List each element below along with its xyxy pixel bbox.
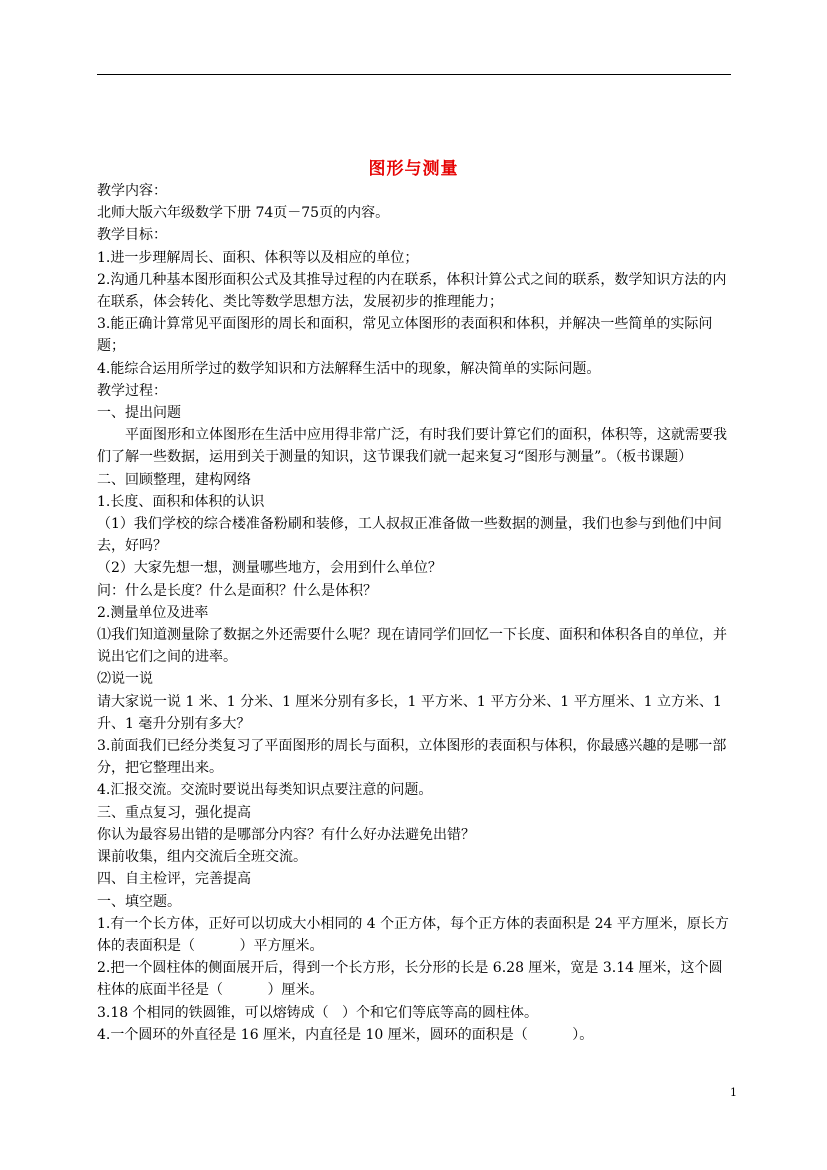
- body-line: （2）大家先想一想，测量哪些地方，会用到什么单位？: [97, 560, 442, 577]
- body-line: 平面图形和立体图形在生活中应用得非常广泛，有时我们要计算它们的面积，体积等，这就需要我们了解一些数据，运用到关于测量的知识，这节课我们就一起来复习“图形与测量”。（板书课题）: [97, 427, 727, 466]
- body-line: 教学目标：: [97, 227, 167, 244]
- body-line: 2.测量单位及进率: [97, 604, 209, 621]
- body-line: ⑵说一说: [97, 671, 153, 688]
- body-line: 你认为最容易出错的是哪部分内容？有什么好办法避免出错？: [97, 826, 475, 843]
- page-number: 1: [730, 1086, 737, 1099]
- body-line: 1.长度、面积和体积的认识: [97, 493, 265, 510]
- body-line: 1.有一个长方体，正好可以切成大小相同的 4 个正方体，每个正方体的表面积是 24 平方厘米，原长方体的表面积是（ ）平方厘米。: [97, 915, 729, 954]
- body-line: 三、重点复习，强化提高: [97, 804, 251, 821]
- body-line: ⑴我们知道测量除了数据之外还需要什么呢？现在请同学们回忆一下长度、面积和体积各自的单位，并说出它们之间的进率。: [97, 627, 727, 666]
- body-line: 3.前面我们已经分类复习了平面图形的周长与面积，立体图形的表面积与体积，你最感兴趣的是哪一部分，把它整理出来。: [97, 738, 727, 777]
- body-line: 4.一个圆环的外直径是 16 厘米，内直径是 10 厘米，圆环的面积是（ ）。: [97, 1026, 594, 1043]
- page-title: 图形与测量: [368, 159, 459, 179]
- body-line: 1.进一步理解周长、面积、体积等以及相应的单位；: [97, 249, 419, 266]
- body-line: 课前收集，组内交流后全班交流。: [97, 849, 307, 866]
- body-line: 一、填空题。: [97, 893, 181, 910]
- body-line: 问：什么是长度？什么是面积？什么是体积？: [97, 582, 377, 599]
- body-line: 3.18 个相同的铁圆锥，可以熔铸成（ ）个和它们等底等高的圆柱体。: [97, 1004, 538, 1021]
- document-body: [97, 180, 733, 1046]
- body-line: 教学内容：: [97, 183, 167, 199]
- body-line: 二、回顾整理，建构网络: [97, 471, 251, 488]
- body-line: 教学过程：: [97, 382, 167, 399]
- body-line: 北师大版六年级数学下册 74页－75页的内容。: [97, 205, 390, 222]
- body-line: 请大家说一说 1 米、1 分米、1 厘米分别有多长，1 平方米、1 平方分米、1 平方厘米、1 立方米、1 升、1 毫升分别有多大？: [97, 693, 727, 732]
- body-line: 一、提出问题: [97, 405, 181, 422]
- body-line: 四、自主检评，完善提高: [97, 871, 251, 888]
- body-line: 2.把一个圆柱体的侧面展开后，得到一个长方形，长分形的长是 6.28 厘米，宽是 3.14 厘米，这个圆柱体的底面半径是（ ）厘米。: [97, 960, 723, 999]
- body-line: 4.能综合运用所学过的数学知识和方法解释生活中的现象，解决简单的实际问题。: [97, 360, 601, 377]
- header-rule: [97, 74, 731, 75]
- body-line: 3.能正确计算常见平面图形的周长和面积，常见立体图形的表面积和体积，并解决一些简单的实际问题；: [97, 316, 713, 355]
- body-line: （1）我们学校的综合楼准备粉刷和装修，工人叔叔正准备做一些数据的测量，我们也参与到他们中间去，好吗？: [97, 516, 722, 555]
- body-line: 4.汇报交流。交流时要说出每类知识点要注意的问题。: [97, 782, 433, 799]
- body-line: 2.沟通几种基本图形面积公式及其推导过程的内在联系，体积计算公式之间的联系，数学知识方法的内在联系，体会转化、类比等数学思想方法，发展初步的推理能力；: [97, 271, 727, 311]
